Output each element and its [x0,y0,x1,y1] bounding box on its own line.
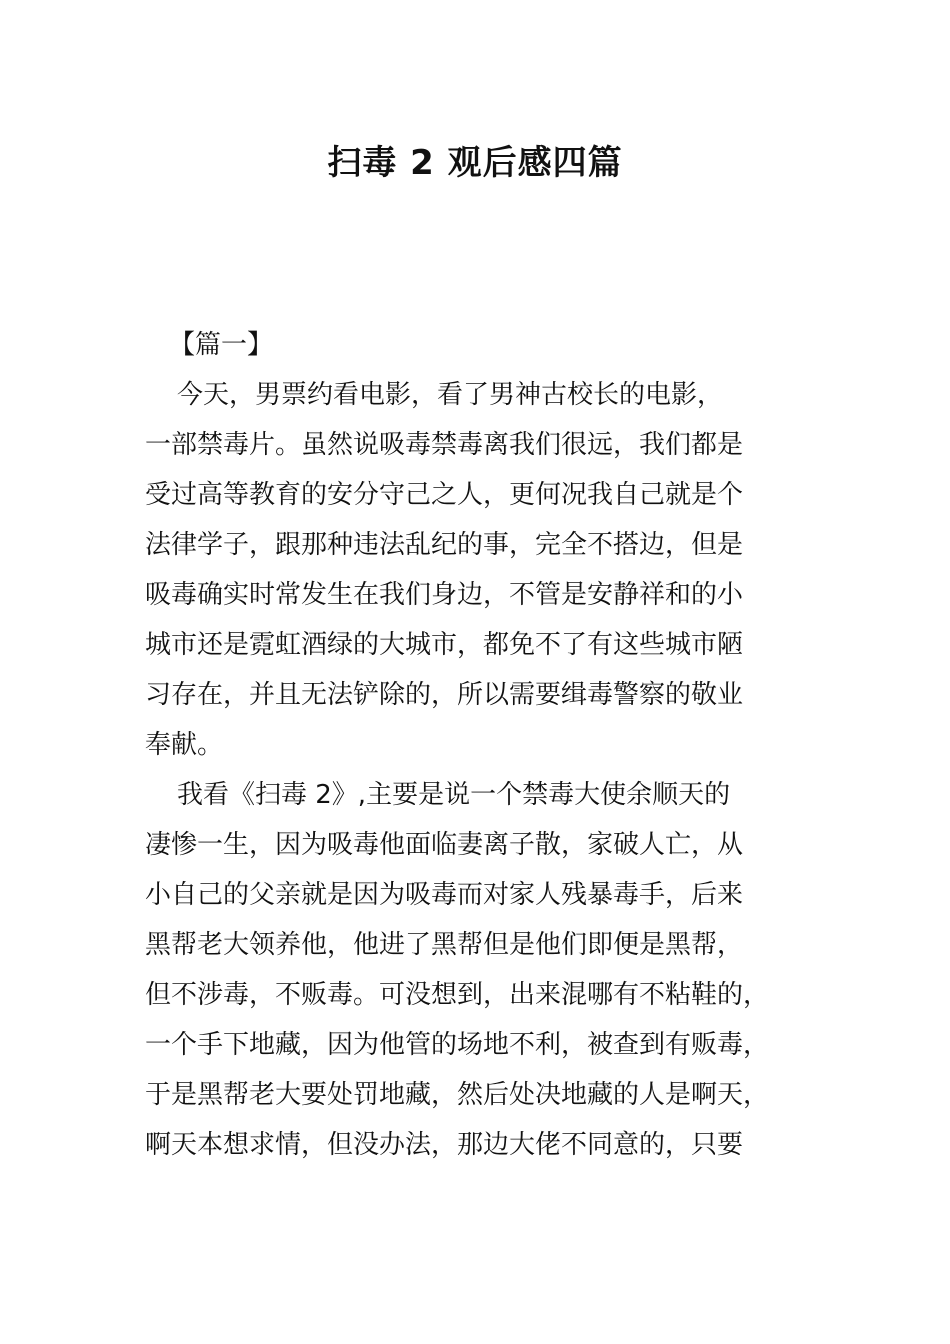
text-line: 习存在，并且无法铲除的，所以需要缉毒警察的敬业 [145,680,744,710]
text-line: 小自己的父亲就是因为吸毒而对家人残暴毒手，后来 [145,880,744,910]
text-line: 黑帮老大领养他，他进了黑帮但是他们即便是黑帮， [145,930,744,960]
section-heading: 【篇一】 [169,330,274,360]
text-line: 凄惨一生，因为吸毒他面临妻离子散，家破人亡，从 [145,830,744,860]
paragraph-2 [145,770,835,1170]
text-line: 啊天本想求情，但没办法，那边大佬不同意的，只要 [145,1130,744,1160]
text-line: 今天，男票约看电影，看了男神古校长的电影， [177,380,724,410]
document-body [145,320,835,1170]
text-line: 受过高等教育的安分守己之人，更何况我自己就是个 [145,480,744,510]
text-line: 法律学子，跟那种违法乱纪的事，完全不搭边，但是 [145,530,744,560]
document-title: 扫毒 2 观后感四篇 [327,143,623,183]
text-line: 一个手下地藏，因为他管的场地不利，被查到有贩毒， [145,1030,770,1060]
text-line: 吸毒确实时常发生在我们身边，不管是安静祥和的小 [145,580,744,610]
paragraph-1 [145,370,835,770]
text-line: 一部禁毒片。虽然说吸毒禁毒离我们很远，我们都是 [145,430,744,460]
text-line: 城市还是霓虹酒绿的大城市，都免不了有这些城市陋 [145,630,744,660]
text-line: 我看《扫毒 2》,主要是说一个禁毒大使余顺天的 [177,780,731,810]
text-line: 于是黑帮老大要处罚地藏，然后处决地藏的人是啊天， [145,1080,770,1110]
text-line: 奉献。 [145,730,224,760]
text-line: 但不涉毒，不贩毒。可没想到，出来混哪有不粘鞋的， [145,980,770,1010]
